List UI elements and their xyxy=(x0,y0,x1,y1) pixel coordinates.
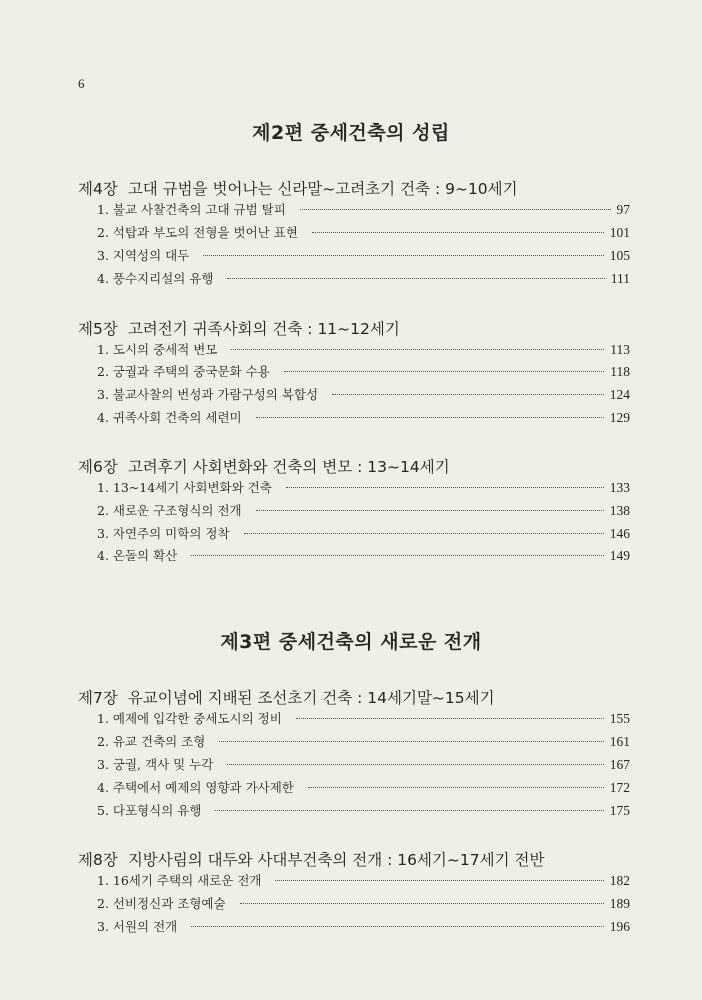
dot-leader xyxy=(286,487,604,488)
entry-page: 105 xyxy=(609,248,630,263)
entry-page: 155 xyxy=(609,711,630,726)
entry-page: 172 xyxy=(609,780,630,795)
chapter-heading xyxy=(78,317,400,339)
part-title: 제2편 중세건축의 성립 xyxy=(252,122,450,144)
toc-entry xyxy=(97,524,630,544)
entry-page: 189 xyxy=(609,896,630,911)
dot-leader xyxy=(296,718,604,719)
entry-page: 124 xyxy=(609,387,630,402)
chapter-heading xyxy=(78,177,518,199)
toc-entry xyxy=(97,732,630,752)
entry-page: 175 xyxy=(609,803,630,818)
chapter-number: 제7장 xyxy=(78,689,118,707)
dot-leader xyxy=(227,278,604,279)
entry-label: 2. 새로운 구조형식의 전개 xyxy=(97,503,242,518)
dot-leader xyxy=(332,394,604,395)
dot-leader xyxy=(300,209,611,210)
toc-entry xyxy=(97,894,630,914)
entry-page: 196 xyxy=(609,919,630,934)
dot-leader xyxy=(231,349,604,350)
entry-page: 111 xyxy=(610,271,630,286)
entry-page: 133 xyxy=(609,480,630,495)
toc-entry xyxy=(97,871,630,891)
entry-label: 1. 13~14세기 사회변화와 건축 xyxy=(97,480,272,495)
dot-leader xyxy=(227,764,603,765)
dot-leader xyxy=(191,926,604,927)
toc-entry xyxy=(97,709,630,729)
toc-entry xyxy=(97,340,630,360)
chapter-number: 제6장 xyxy=(78,458,118,476)
entry-label: 3. 지역성의 대두 xyxy=(97,248,190,263)
entry-label: 4. 온돌의 확산 xyxy=(97,548,178,563)
entry-label: 3. 서원의 전개 xyxy=(97,919,178,934)
chapter-heading xyxy=(78,686,495,708)
entry-label: 2. 선비정신과 조형예술 xyxy=(97,896,226,911)
entry-label: 4. 주택에서 예제의 영향과 가사제한 xyxy=(97,780,294,795)
chapter-title: 고려후기 사회변화와 건축의 변모 : 13~14세기 xyxy=(127,458,450,476)
dot-leader xyxy=(215,810,603,811)
entry-label: 3. 궁궐, 객사 및 누각 xyxy=(97,757,214,772)
dot-leader xyxy=(244,533,604,534)
toc-entry xyxy=(97,223,630,243)
toc-entry xyxy=(97,778,630,798)
entry-page: 182 xyxy=(609,873,630,888)
toc-entry xyxy=(97,200,630,220)
chapter-title: 유교이념에 지배된 조선초기 건축 : 14세기말~15세기 xyxy=(127,689,495,707)
entry-label: 3. 자연주의 미학의 정착 xyxy=(97,526,230,541)
dot-leader xyxy=(284,371,605,372)
toc-entry xyxy=(97,362,630,382)
chapter-heading xyxy=(78,848,544,870)
toc-entry xyxy=(97,501,630,521)
chapter-title: 고대 규범을 벗어나는 신라말~고려초기 건축 : 9~10세기 xyxy=(127,180,518,198)
toc-entry xyxy=(97,269,630,289)
dot-leader xyxy=(256,510,604,511)
chapter-number: 제8장 xyxy=(78,851,118,869)
entry-page: 167 xyxy=(609,757,630,772)
chapter-number: 제4장 xyxy=(78,180,118,198)
entry-label: 2. 궁궐과 주택의 중국문화 수용 xyxy=(97,364,270,379)
entry-label: 5. 다포형식의 유행 xyxy=(97,803,202,818)
chapter-title: 고려전기 귀족사회의 건축 : 11~12세기 xyxy=(127,320,400,338)
toc-entry xyxy=(97,917,630,937)
entry-label: 4. 풍수지리설의 유행 xyxy=(97,271,214,286)
dot-leader xyxy=(240,903,604,904)
entry-label: 1. 예제에 입각한 중세도시의 정비 xyxy=(97,711,282,726)
chapter-title: 지방사림의 대두와 사대부건축의 전개 : 16세기~17세기 전반 xyxy=(127,851,545,869)
toc-entry xyxy=(97,385,630,405)
entry-page: 113 xyxy=(610,342,630,357)
entry-page: 146 xyxy=(609,526,630,541)
entry-label: 4. 귀족사회 건축의 세련미 xyxy=(97,410,242,425)
entry-label: 1. 불교 사찰건축의 고대 규범 탈피 xyxy=(97,202,286,217)
entry-label: 1. 16세기 주택의 새로운 전개 xyxy=(97,873,262,888)
chapter-heading xyxy=(78,455,450,477)
toc-entry xyxy=(97,408,630,428)
toc-entry xyxy=(97,246,630,266)
entry-label: 2. 석탑과 부도의 전형을 벗어난 표현 xyxy=(97,225,298,240)
dot-leader xyxy=(308,787,604,788)
toc-entry xyxy=(97,755,630,775)
toc-entry xyxy=(97,801,630,821)
entry-label: 1. 도시의 중세적 변모 xyxy=(97,342,218,357)
toc-entry xyxy=(97,478,630,498)
entry-label: 2. 유교 건축의 조형 xyxy=(97,734,206,749)
toc-entry xyxy=(97,546,630,566)
dot-leader xyxy=(191,555,604,556)
entry-label: 3. 불교사찰의 번성과 가람구성의 복합성 xyxy=(97,387,319,402)
dot-leader xyxy=(203,255,603,256)
dot-leader xyxy=(312,232,604,233)
dot-leader xyxy=(256,417,604,418)
entry-page: 101 xyxy=(609,225,630,240)
entry-page: 138 xyxy=(609,503,630,518)
entry-page: 129 xyxy=(609,410,630,425)
part-title: 제3편 중세건축의 새로운 전개 xyxy=(220,631,482,653)
entry-page: 118 xyxy=(610,364,630,379)
dot-leader xyxy=(219,741,603,742)
entry-page: 161 xyxy=(609,734,630,749)
entry-page: 97 xyxy=(616,202,630,217)
entry-page: 149 xyxy=(609,548,630,563)
dot-leader xyxy=(275,880,603,881)
page-number: 6 xyxy=(78,76,85,91)
chapter-number: 제5장 xyxy=(78,320,118,338)
